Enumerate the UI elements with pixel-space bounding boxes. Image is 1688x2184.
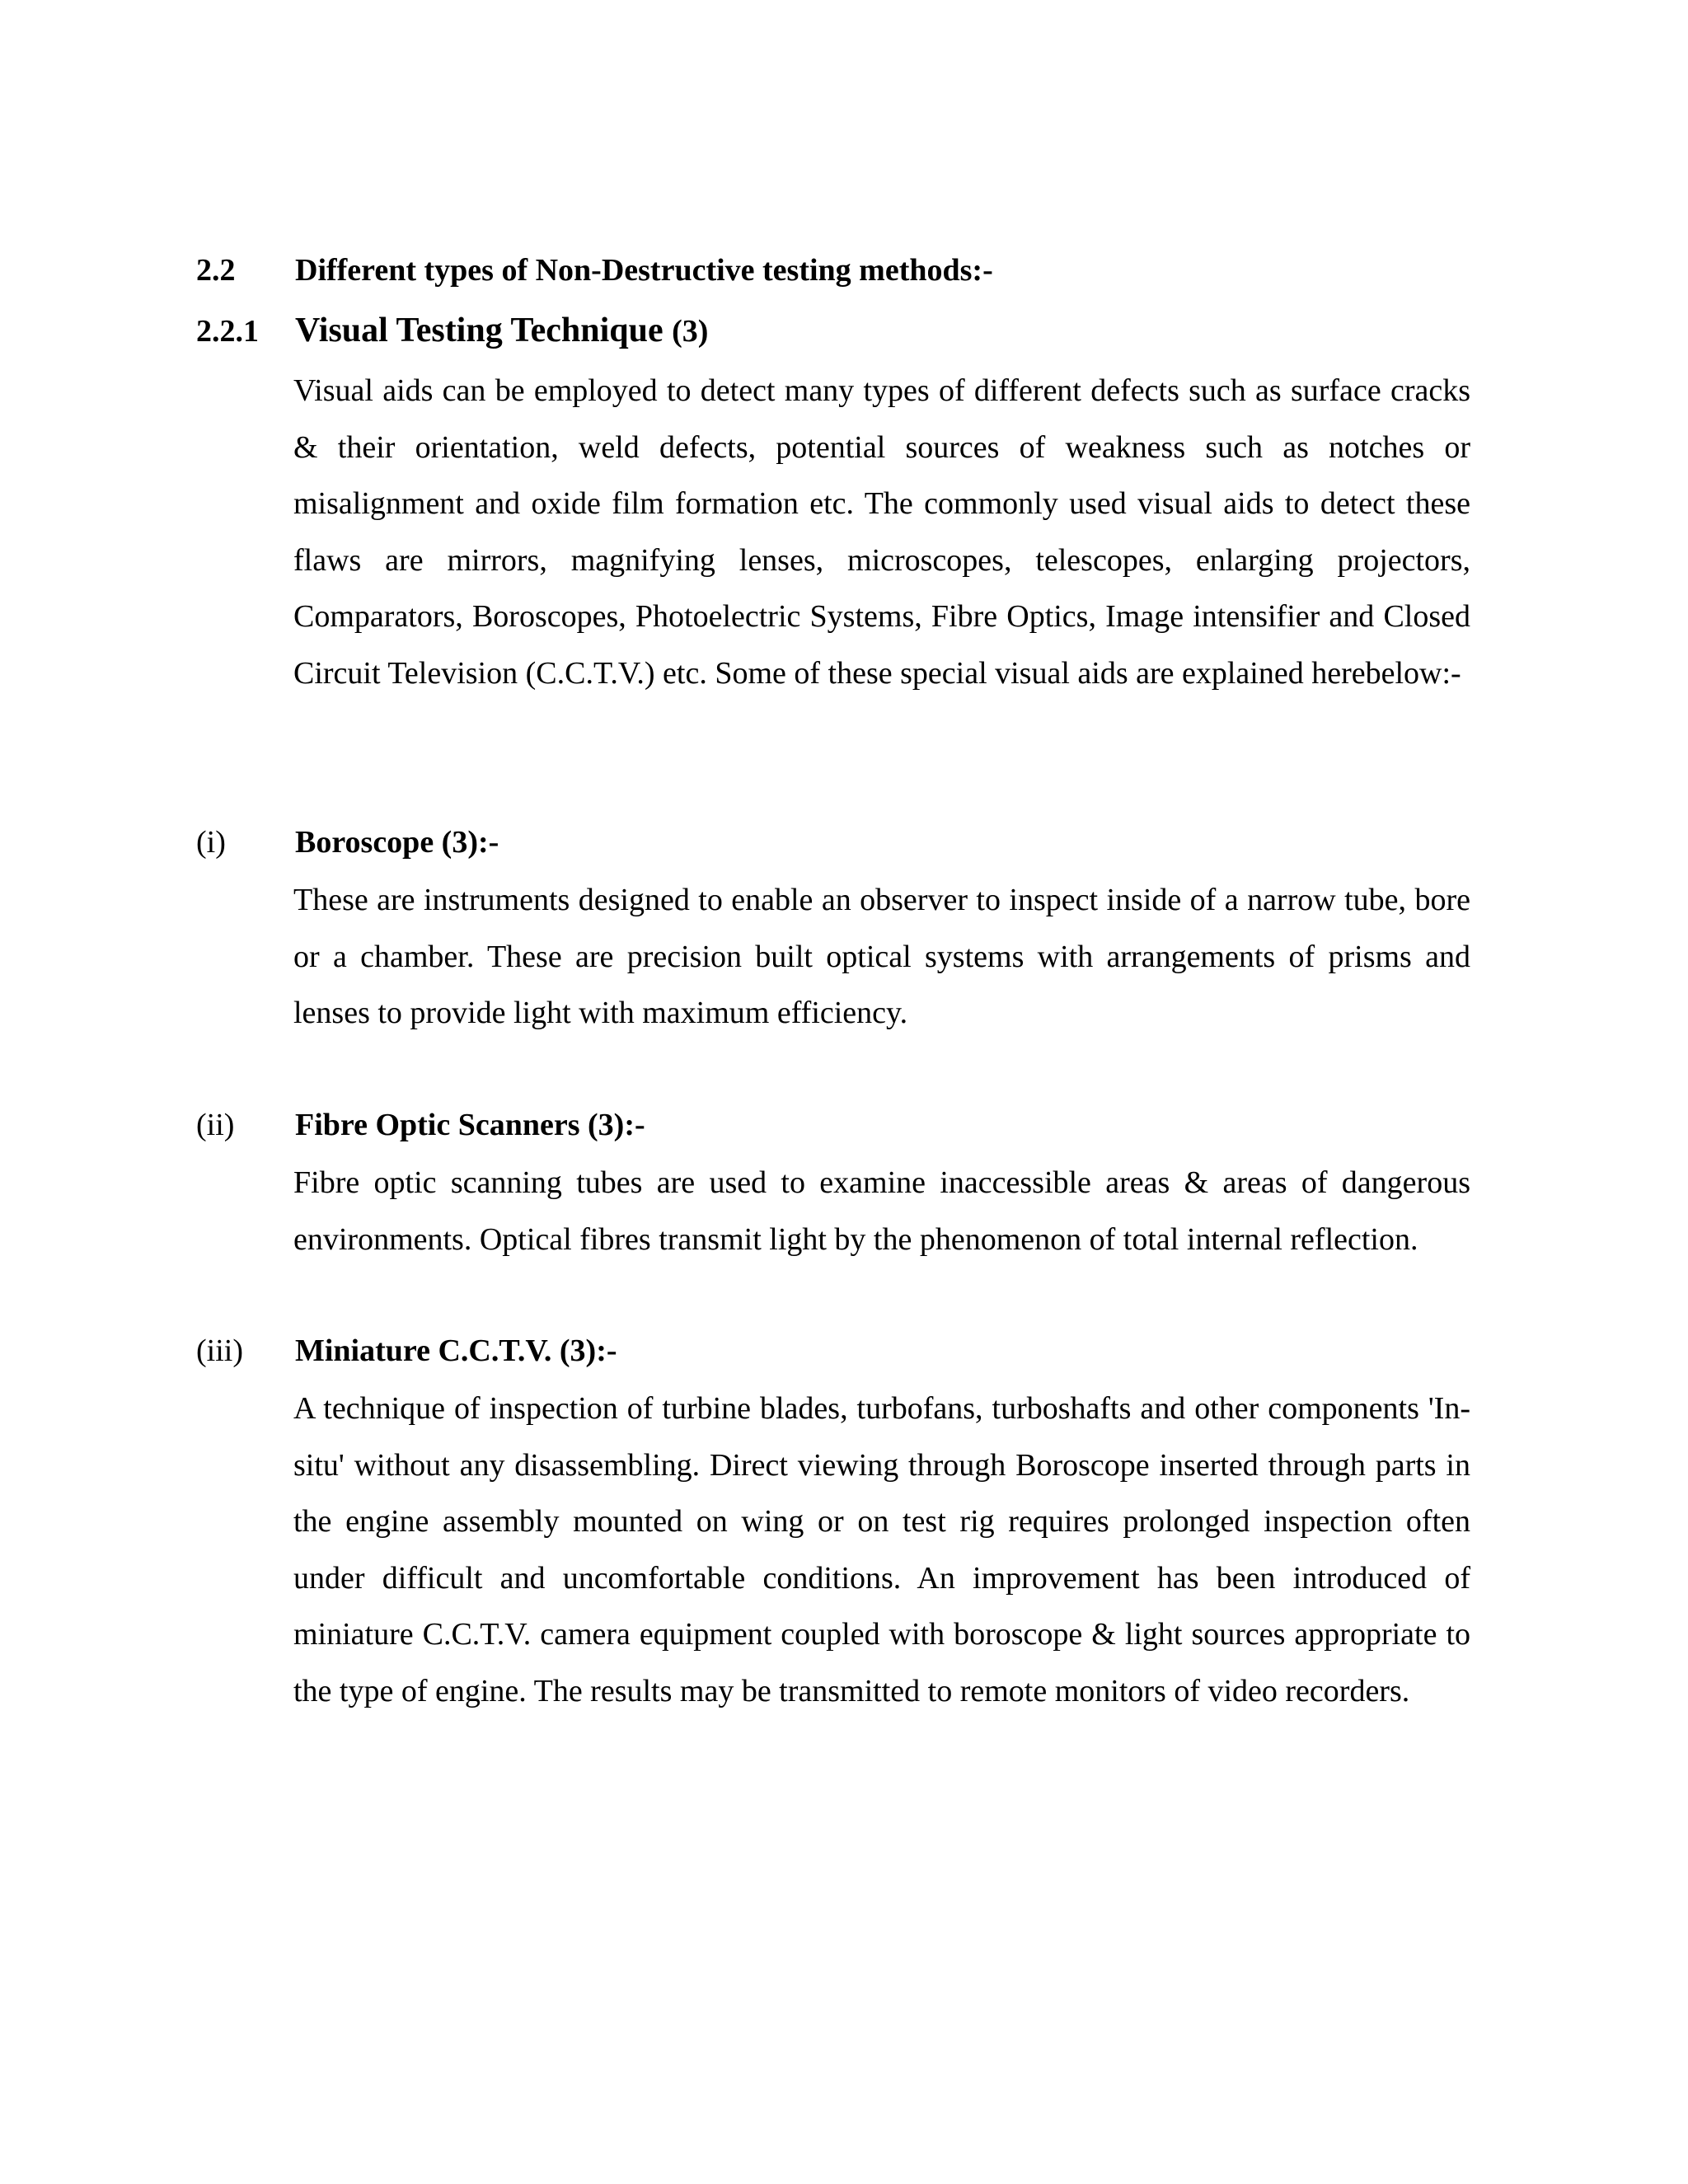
item-number: (ii)	[196, 1108, 235, 1142]
item-number: (iii)	[196, 1333, 243, 1368]
item-number: (i)	[196, 825, 226, 860]
subsection-title-wrap	[295, 310, 708, 351]
subsection-ref: (3)	[672, 314, 709, 349]
item-body-miniature-cctv: A technique of inspection of turbine blades, turbofans, turboshafts and other components 'In-situ' without any disassembling. Direct viewing through Boroscope inserted through parts in the engine assembly mounted on wing or on test rig requires prolonged inspection often under difficult and uncomfortable conditions. An improvement has been introduced of miniature C.C.T.V. camera equipment coupled with boroscope & light sources appropriate to the type of engine. The results may be transmitted to remote monitors of video recorders.	[293, 1391, 1470, 1708]
section-number: 2.2	[196, 253, 236, 288]
subsection-body: Visual aids can be employed to detect many types of different defects such as surface cracks & their orientation, weld defects, potential sources of weakness such as notches or misalignment and oxide film formation etc. The commonly used visual aids to detect these flaws are mirrors, magnifying lenses, microscopes, telescopes, enlarging projectors, Comparators, Boroscopes, Photoelectric Systems, Fibre Optics, Image intensifier and Closed Circuit Television (C.C.T.V.) etc. Some of these special visual aids are explained herebelow:-	[293, 373, 1470, 691]
item-title: Fibre Optic Scanners (3):-	[295, 1108, 645, 1142]
item-body-fibre-optic: Fibre optic scanning tubes are used to examine inaccessible areas & areas of dangerous environments. Optical fibres transmit light by the phenomenon of total internal reflection.	[293, 1165, 1470, 1257]
section-title: Different types of Non-Destructive testing methods:-	[295, 253, 993, 288]
item-body-boroscope: These are instruments designed to enable an observer to inspect inside of a narrow tube, bore or a chamber. These are precision built optical systems with arrangements of prisms and lenses to provide light with maximum efficiency.	[293, 883, 1470, 1031]
item-title: Miniature C.C.T.V. (3):-	[295, 1333, 617, 1368]
subsection-number: 2.2.1	[196, 314, 259, 349]
subsection-title: Visual Testing Technique	[295, 312, 663, 349]
item-title: Boroscope (3):-	[295, 825, 499, 860]
